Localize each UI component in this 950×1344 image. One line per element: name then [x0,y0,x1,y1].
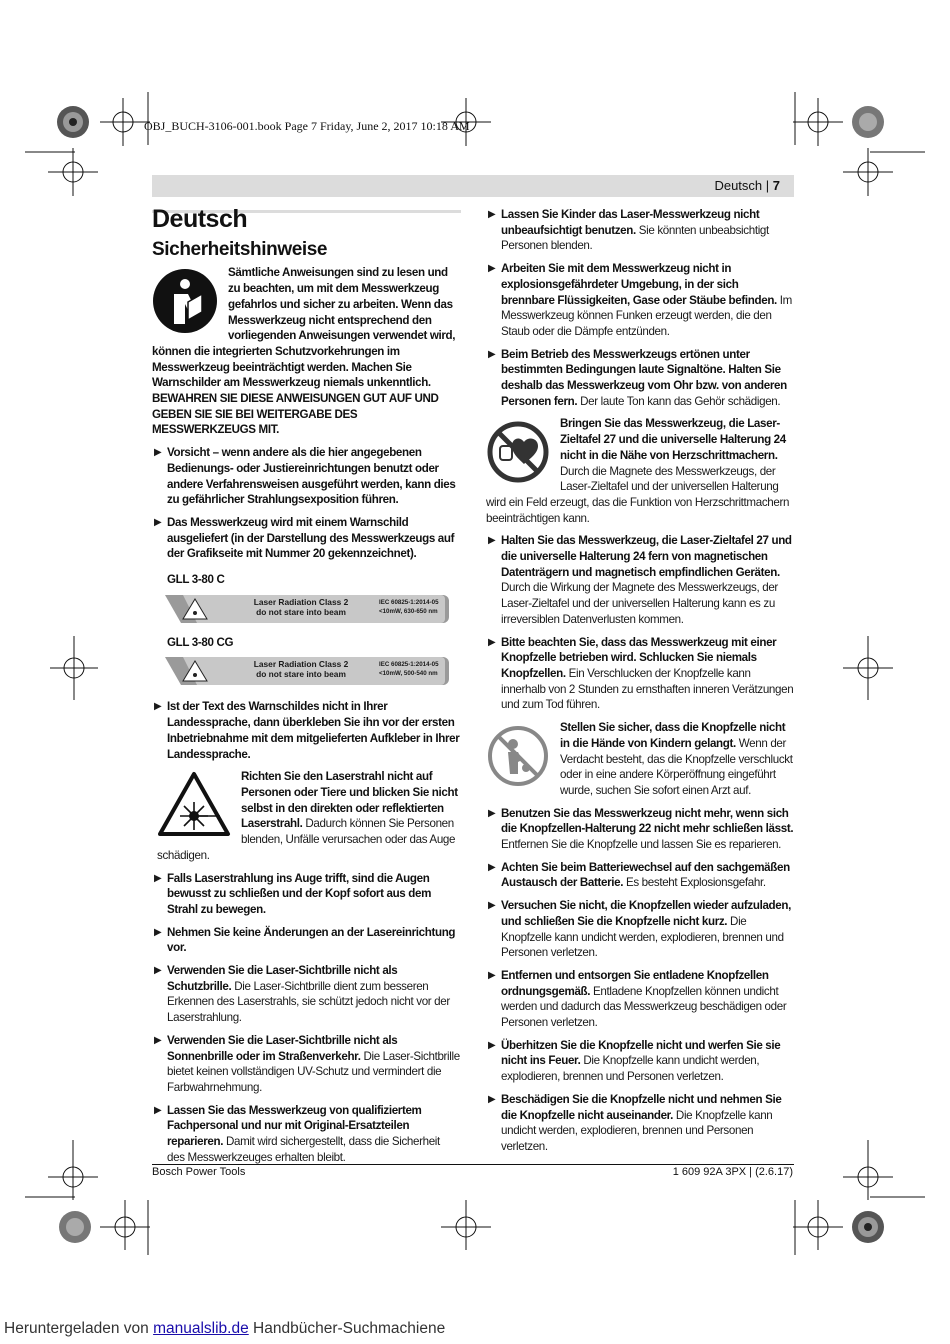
warning-label [165,655,452,687]
model-label-c [152,572,460,588]
bullet-normal-text: Entfernen Sie die Knopfzelle und lassen Sie es reparieren. [501,838,782,852]
bullet-normal-text: Die Knopfzelle kann undicht werden, explodieren, brennen und Personen verletzen. [501,1108,773,1153]
bullet-item [486,860,794,891]
header-separator: | [762,178,773,193]
star-target [57,106,89,138]
bullet-icon: ▶ [154,516,162,528]
bullet-bold-text: Versuchen Sie nicht, die Knopfzellen wieder aufzuladen, und schließen Sie die Knopfzelle nicht kurz. [501,899,791,928]
crosshair-mark [48,1140,98,1200]
bullet-item [152,699,460,762]
label-spec: <10mW, 500-540 nm [379,670,438,678]
child-normal-text: Wenn der Verdacht besteht, das die Knopfzelle verschluckt oder in eine andere Körperöffnung eingeführt wurde, suchen Sie sofort einen Arzt auf. [560,736,793,797]
bullet-text: Ist der Text des Warnschildes nicht in Ihrer Landessprache, dann überkleben Sie ihn vor der ersten Inbetriebnahme mit dem mitgelieferten Aufkleber in Ihrer Landessprache. [167,700,460,761]
label-spec: IEC 60825-1:2014-05 [379,661,439,669]
intro-text: Sämtliche Anweisungen sind zu lesen und zu beachten, um mit dem Messwerkzeug gefahrlos und sicher zu arbeiten. Wenn das Messwerkzeug nicht entsprechend den vorliegenden Anweisungen verwendet wird, können die integrierten Schutzvorkehrungen im Messwerkzeug beeinträchtigt werden. Machen Sie Warnschilder am Messwerkzeug niemals unkenntlich. BEWAHREN SIE DIESE ANWEISUNGEN GUT AUF UND GEBEN SIE SIE BEI WEITERGABE DES MESSWERKZEUGS MIT. [152,266,456,437]
crosshair-mark [50,636,98,700]
bullet-icon: ▶ [488,209,496,220]
star-target [852,1211,884,1243]
page-header [714,178,780,193]
bullet-normal-text: Sie könnten unbeabsichtigt Personen blenden. [501,223,769,253]
pacemaker-bold-text: Bringen Sie das Messwerkzeug, die Laser-Zieltafel 27 und die universelle Halterung 24 nicht in die Nähe von Herzschrittmachern. [560,417,786,462]
section-title: Sicherheitshinweise [152,238,328,260]
bullet-icon: ▶ [488,900,496,912]
label-line: do not stare into beam [256,606,346,617]
bullet-icon: ▶ [488,263,496,275]
footer-left: Bosch Power Tools [152,1166,246,1178]
crosshair-mark [441,1200,491,1250]
bullet-icon: ▶ [488,1093,496,1105]
left-column [152,205,460,1172]
bullet-normal-text: Der laute Ton kann das Gehör schädigen. [577,394,781,408]
model-name: GLL 3-80 CG [167,635,234,649]
bullet-text: Das Messwerkzeug wird mit einem Warnschild ausgeliefert (in der Darstellung des Messwerkzeugs auf der Grafikseite mit Nummer 20 gekennzeichnet). [167,515,455,561]
bullet-normal-text: Die Laser-Sichtbrille dient zum besseren Erkennen des Laserstrahls, sie schützt jedoch nicht vor der Laserstrahlung. [167,979,450,1025]
footer-right: 1 609 92A 3PX | (2.6.17) [672,1166,793,1178]
download-notice [4,1320,445,1338]
label-spec: <10mW, 630-650 nm [379,607,438,615]
crosshair-mark [843,636,893,700]
book-info-line: OBJ_BUCH-3106-001.book Page 7 Friday, June 2, 2017 10:18 AM [144,119,470,133]
bullet-item [152,871,460,918]
header-bar [152,175,794,197]
bullet-item [486,207,794,254]
label-spec: IEC 60825-1:2014-05 [379,598,439,606]
bullet-icon: ▶ [154,872,162,884]
bullet-bold-text: Bitte beachten Sie, dass das Messwerkzeug mit einer Knopfzelle betrieben wird. Schlucken Sie niemals Knopfzellen. [501,635,777,680]
warning-label [165,593,452,625]
bullet-normal-text: Die Knopfzelle kann undicht werden, explodieren, brennen und Personen verletzen. [501,914,784,960]
crosshair-mark [100,1200,150,1250]
star-target [59,1211,91,1243]
bullet-normal-text: Die Knopfzelle kann undicht werden, explodieren, brennen und Personen verletzen. [501,1054,760,1084]
bullet-icon: ▶ [488,535,496,547]
bullet-icon: ▶ [488,1039,496,1051]
label-text-right [379,598,439,616]
bullet-normal-text: Es besteht Explosionsgefahr. [623,876,766,890]
bullet-icon: ▶ [154,447,162,459]
bullet-icon: ▶ [488,861,496,873]
bullet-icon: ▶ [488,807,496,819]
bullet-icon: ▶ [154,926,162,938]
pacemaker-warning-paragraph [486,416,794,526]
crosshair-mark [843,148,893,196]
bullet-bold-text: Lassen Sie Kinder das Laser-Messwerkzeug nicht unbeaufsichtigt benutzen. [501,208,760,237]
header-language: Deutsch [714,178,763,193]
bullet-item [486,898,794,961]
label-line: Laser Radiation Class 2 [253,659,349,670]
bullet-normal-text: Entladene Knopfzellen können undicht werden und dadurch das Messwerkzeug beschädigen oder Personen verletzen. [501,984,787,1030]
bullet-item [486,261,794,340]
right-column [486,207,794,1162]
page-title: Deutsch [152,205,248,233]
bullet-bold-text: Benutzen Sie das Messwerkzeug nicht mehr, wenn sich die Knopfzellen-Halterung 22 nicht mehr schließen lässt. [501,806,794,836]
no-children-battery-icon [486,724,550,788]
laser-bold-text: Richten Sie den Laserstrahl nicht auf Personen oder Tiere und blicken Sie nicht selbst in den direkten oder reflektierten Laserstrahl. [241,770,458,831]
bullet-item [152,963,460,1026]
bullet-item [152,445,460,508]
bullet-icon: ▶ [154,1034,162,1046]
footer-rule [152,1164,794,1165]
bullet-item [486,1038,794,1085]
bullet-bold-text: Halten Sie das Messwerkzeug, die Laser-Zieltafel 27 und die universelle Halterung 24 fern von magnetischen Datenträgern und magnetisch empfindlichen Geräten. [501,534,792,579]
page-number: 7 [772,178,780,193]
laser-normal-text: Dadurch können Sie Personen blenden, Unfälle verursachen oder das Auge schädigen. [157,817,456,862]
bullet-text: Nehmen Sie keine Änderungen an der Lasereinrichtung vor. [167,925,456,955]
crosshair-mark [48,148,98,196]
label-text-right [379,660,439,678]
bullet-text: Vorsicht – wenn andere als die hier angegebenen Bedienungs- oder Justiereinrichtungen benutzt oder andere Verfahrensweisen ausgeführt werden, kann dies zu gefährlicher Strahlungsexposition führen. [167,446,456,507]
bullet-item [486,347,794,410]
bullet-item [486,533,794,627]
bullet-item [486,1092,794,1155]
bullet-icon: ▶ [488,348,496,360]
bullet-bold-text: Beim Betrieb des Messwerkzeugs ertönen unter bestimmten Bedingungen laute Signaltöne. Halten Sie deshalb das Messwerkzeug vom Ohr bzw. von anderen Personen fern. [501,347,787,408]
bullet-bold-text: Entfernen und entsorgen Sie entladene Knopfzellen ordnungsgemäß. [501,968,769,998]
crosshair-mark [793,98,843,146]
bullet-icon: ▶ [488,969,496,981]
bullet-bold-text: Arbeiten Sie mit dem Messwerkzeug nicht in explosionsgefährdeter Umgebung, in der sich brennbare Flüssigkeiten, Gase oder Stäube befinden. [501,262,777,307]
manualslib-link[interactable]: manualslib.de [153,1320,249,1337]
bullet-item [152,515,460,562]
label-text-left [227,597,375,617]
bullet-item [486,635,794,714]
bullet-bold-text: Lassen Sie das Messwerkzeug von qualifiziertem Fachpersonal und nur mit Original-Ersatzteilen reparieren. [167,1103,422,1149]
no-pacemaker-icon [486,420,550,484]
bullet-icon: ▶ [154,965,162,977]
bullet-item [486,806,794,853]
crosshair-mark [793,1200,843,1250]
model-label-cg [152,635,460,651]
pacemaker-normal-text: Durch die Magnete des Messwerkzeugs, der Laser-Zieltafel und der universellen Halterung wird ein Feld erzeugt, das die Funktion von Herzschrittmachern beeinträchtigen kann. [486,464,790,525]
bullet-normal-text: Die Laser-Sichtbrille bietet keinen vollständigen UV-Schutz und vermindert die Farbwahrnehmung. [167,1049,460,1094]
star-target [852,106,884,138]
bullet-item [152,1103,460,1166]
crosshair-mark [100,98,150,146]
bullet-normal-text: Im Messwerkzeug können Funken erzeugt werden, die den Staub oder die Dämpfe entzünden. [501,293,792,338]
bullet-item [486,968,794,1031]
bullet-bold-text: Achten Sie beim Batteriewechsel auf den sachgemäßen Austausch der Batterie. [501,860,790,890]
bullet-icon: ▶ [488,636,496,648]
bullet-normal-text: Ein Verschlucken der Knopfzelle kann innerhalb von 2 Stunden zu ernsthaften inneren Verätzungen und zum Tod führen. [501,666,794,712]
bullet-bold-text: Beschädigen Sie die Knopfzelle nicht und nehmen Sie die Knopfzelle nicht auseinander. [501,1092,782,1122]
laser-warning-paragraph [152,769,460,863]
child-warning-paragraph [486,720,794,799]
child-bold-text: Stellen Sie sicher, dass die Knopfzelle nicht in die Hände von Kindern gelangt. [560,721,786,750]
bullet-bold-text: Verwenden Sie die Laser-Sichtbrille nicht als Schutzbrille. [167,964,398,993]
download-prefix: Heruntergeladen von [4,1320,154,1337]
bullet-normal-text: Durch die Wirkung der Magnete des Messwerkzeugs, der Laser-Zieltafel und der universellen Halterung kann es zu irreversiblen Datenverlusten kommen. [501,581,778,626]
bullet-text: Falls Laserstrahlung ins Auge trifft, sind die Augen bewusst zu schließen und der Kopf sofort aus dem Strahl zu bewegen. [167,871,432,916]
laser-hazard-icon [157,771,231,837]
label-line: do not stare into beam [256,669,346,680]
model-name: GLL 3-80 C [167,573,225,587]
label-text-left [227,659,375,679]
bullet-normal-text: Damit wird sichergestellt, dass die Sicherheit des Messwerkzeuges erhalten bleibt. [167,1135,440,1164]
read-manual-icon [152,268,218,334]
download-suffix: Handbücher-Suchmachiene [248,1320,446,1337]
crosshair-mark [843,1140,893,1200]
bullet-item [152,925,460,956]
bullet-item [152,1033,460,1096]
bullet-bold-text: Verwenden Sie die Laser-Sichtbrille nicht als Sonnenbrille oder im Straßenverkehr. [167,1033,398,1063]
bullet-icon: ▶ [154,701,162,713]
bullet-icon: ▶ [154,1104,162,1116]
label-line: Laser Radiation Class 2 [253,596,349,607]
intro-paragraph [152,265,460,438]
bullet-bold-text: Überhitzen Sie die Knopfzelle nicht und werfen Sie sie nicht ins Feuer. [501,1038,781,1068]
